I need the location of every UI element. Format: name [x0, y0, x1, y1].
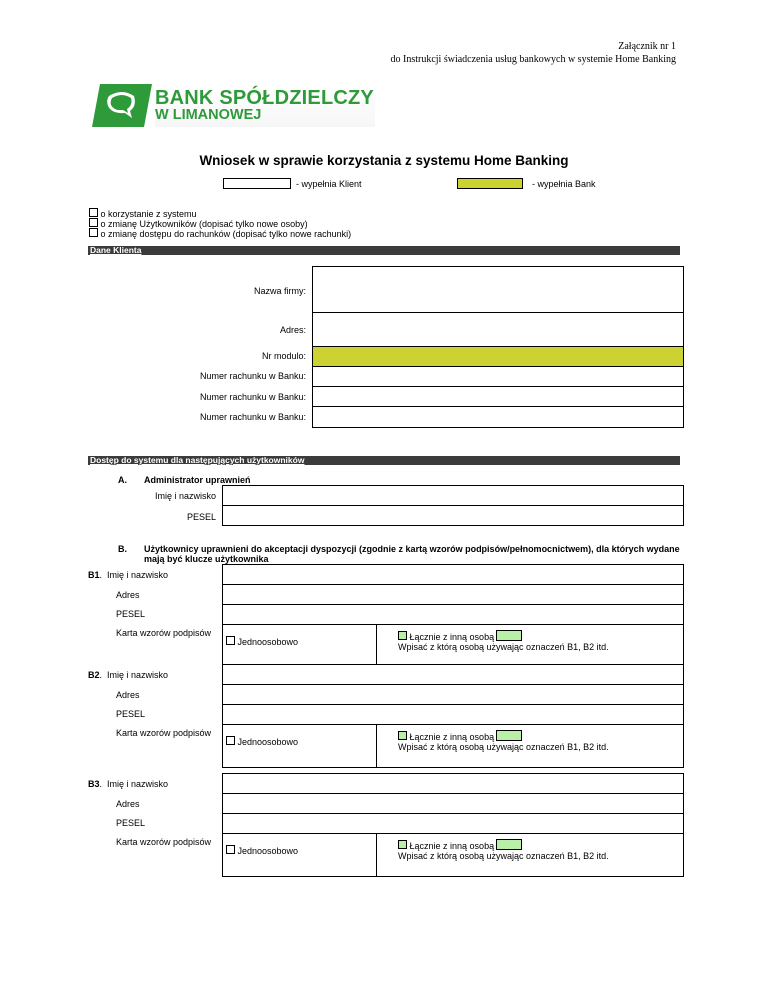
legend-bank-label: - wypełnia Bank: [532, 179, 596, 189]
user-3-single-option[interactable]: Jednoosobowo: [226, 845, 338, 856]
user-2-card-label: Karta wzorów podpisów: [116, 728, 212, 738]
label-account-1: Numer rachunku w Banku:: [199, 371, 306, 381]
input-address[interactable]: [312, 312, 684, 347]
user-3-joint-option[interactable]: Łącznie z inną osobą: [398, 840, 494, 851]
input-module[interactable]: [312, 346, 684, 367]
user-3-card-label: Karta wzorów podpisów: [116, 837, 212, 847]
user-2-single-option[interactable]: Jednoosobowo: [226, 736, 338, 747]
checkbox[interactable]: [398, 840, 407, 849]
user-3-address-label: Adres: [116, 799, 140, 809]
user-1-joint-with-input[interactable]: [496, 630, 522, 641]
user-1-hint: Wpisać z którą osobą używając oznaczeń B1, B2 itd.: [398, 642, 609, 652]
user-2-pesel-input[interactable]: [222, 704, 684, 725]
user-1-pesel-label: PESEL: [116, 609, 146, 619]
user-1-address-input[interactable]: [222, 584, 684, 605]
admin-name-input[interactable]: [222, 485, 684, 506]
checkbox[interactable]: [226, 736, 235, 745]
user-1-single-option[interactable]: Jednoosobowo: [226, 636, 338, 647]
user-3-hint: Wpisać z którą osobą używając oznaczeń B1, B2 itd.: [398, 851, 609, 861]
user-name-label: Imię i nazwisko: [107, 670, 169, 680]
user-1-heading: B1. Imię i nazwisko: [88, 570, 169, 580]
user-3-joint-with-input[interactable]: [496, 839, 522, 850]
label-module: Nr modulo:: [261, 351, 306, 361]
input-account-1[interactable]: [312, 366, 684, 387]
user-1-pesel-input[interactable]: [222, 604, 684, 625]
logo-line-2: W LIMANOWEJ: [155, 107, 262, 123]
checkbox[interactable]: [89, 218, 98, 227]
user-name-label: Imię i nazwisko: [107, 779, 169, 789]
checkbox[interactable]: [226, 636, 235, 645]
input-account-3[interactable]: [312, 406, 684, 428]
request-option-1[interactable]: o korzystanie z systemu: [89, 208, 197, 219]
user-2-heading: B2. Imię i nazwisko: [88, 670, 169, 680]
admin-pesel-label: PESEL: [186, 512, 216, 522]
label-account-3: Numer rachunku w Banku:: [199, 412, 306, 422]
user-1-address-label: Adres: [116, 590, 140, 600]
legend-client-swatch: [223, 178, 291, 189]
input-account-2[interactable]: [312, 386, 684, 407]
user-2-joint-option[interactable]: Łącznie z inną osobą: [398, 731, 494, 742]
checkbox[interactable]: [226, 845, 235, 854]
approvers-title: Użytkownicy uprawnieni do akceptacji dyspozycji (zgodnie z kartą wzorów podpisów/pełnomocnictwem), dla których wydane mają być klucze użytkownika: [144, 544, 680, 564]
legend-client-label: - wypełnia Klient: [296, 179, 362, 189]
admin-letter: A.: [118, 475, 127, 485]
checkbox[interactable]: [89, 228, 98, 237]
request-option-3[interactable]: o zmianę dostępu do rachunków (dopisać tylko nowe rachunki): [89, 228, 351, 239]
admin-name-label: Imię i nazwisko: [154, 491, 216, 501]
label-account-2: Numer rachunku w Banku:: [199, 392, 306, 402]
user-name-label: Imię i nazwisko: [107, 570, 169, 580]
user-2-address-label: Adres: [116, 690, 140, 700]
user-2-hint: Wpisać z którą osobą używając oznaczeń B1, B2 itd.: [398, 742, 609, 752]
attachment-description: do Instrukcji świadczenia usług bankowych w systemie Home Banking: [390, 54, 676, 65]
card-divider: [376, 724, 377, 768]
form-title: Wniosek w sprawie korzystania z systemu Home Banking: [199, 153, 569, 168]
logo-line-1: BANK SPÓŁDZIELCZY: [155, 87, 374, 109]
label-address: Adres:: [279, 325, 306, 335]
user-2-address-input[interactable]: [222, 684, 684, 705]
label-company: Nazwa firmy:: [253, 286, 306, 296]
checkbox[interactable]: [89, 208, 98, 217]
section-client-heading: Dane Klienta: [88, 246, 680, 255]
user-2-pesel-label: PESEL: [116, 709, 146, 719]
legend-bank-swatch: [457, 178, 523, 189]
user-2-joint-with-input[interactable]: [496, 730, 522, 741]
checkbox[interactable]: [398, 631, 407, 640]
user-1-name-input[interactable]: [222, 564, 684, 585]
user-2-name-input[interactable]: [222, 664, 684, 685]
admin-pesel-input[interactable]: [222, 505, 684, 526]
user-1-card-label: Karta wzorów podpisów: [116, 628, 212, 638]
user-1-joint-option[interactable]: Łącznie z inną osobą: [398, 631, 494, 642]
request-option-2[interactable]: o zmianę Użytkowników (dopisać tylko nowe osoby): [89, 218, 308, 229]
input-company[interactable]: [312, 266, 684, 313]
logo-text-block: [155, 87, 375, 127]
bank-logo-icon: [92, 84, 152, 127]
user-3-heading: B3. Imię i nazwisko: [88, 779, 169, 789]
approvers-letter: B.: [118, 544, 127, 554]
user-3-pesel-input[interactable]: [222, 813, 684, 834]
card-divider: [376, 833, 377, 877]
user-3-pesel-label: PESEL: [116, 818, 146, 828]
admin-title: Administrator uprawnień: [144, 475, 251, 485]
user-3-address-input[interactable]: [222, 793, 684, 814]
user-3-name-input[interactable]: [222, 773, 684, 794]
checkbox[interactable]: [398, 731, 407, 740]
section-users-heading: Dostęp do systemu dla następujących użytkowników: [88, 456, 680, 465]
attachment-number: Załącznik nr 1: [618, 41, 676, 52]
